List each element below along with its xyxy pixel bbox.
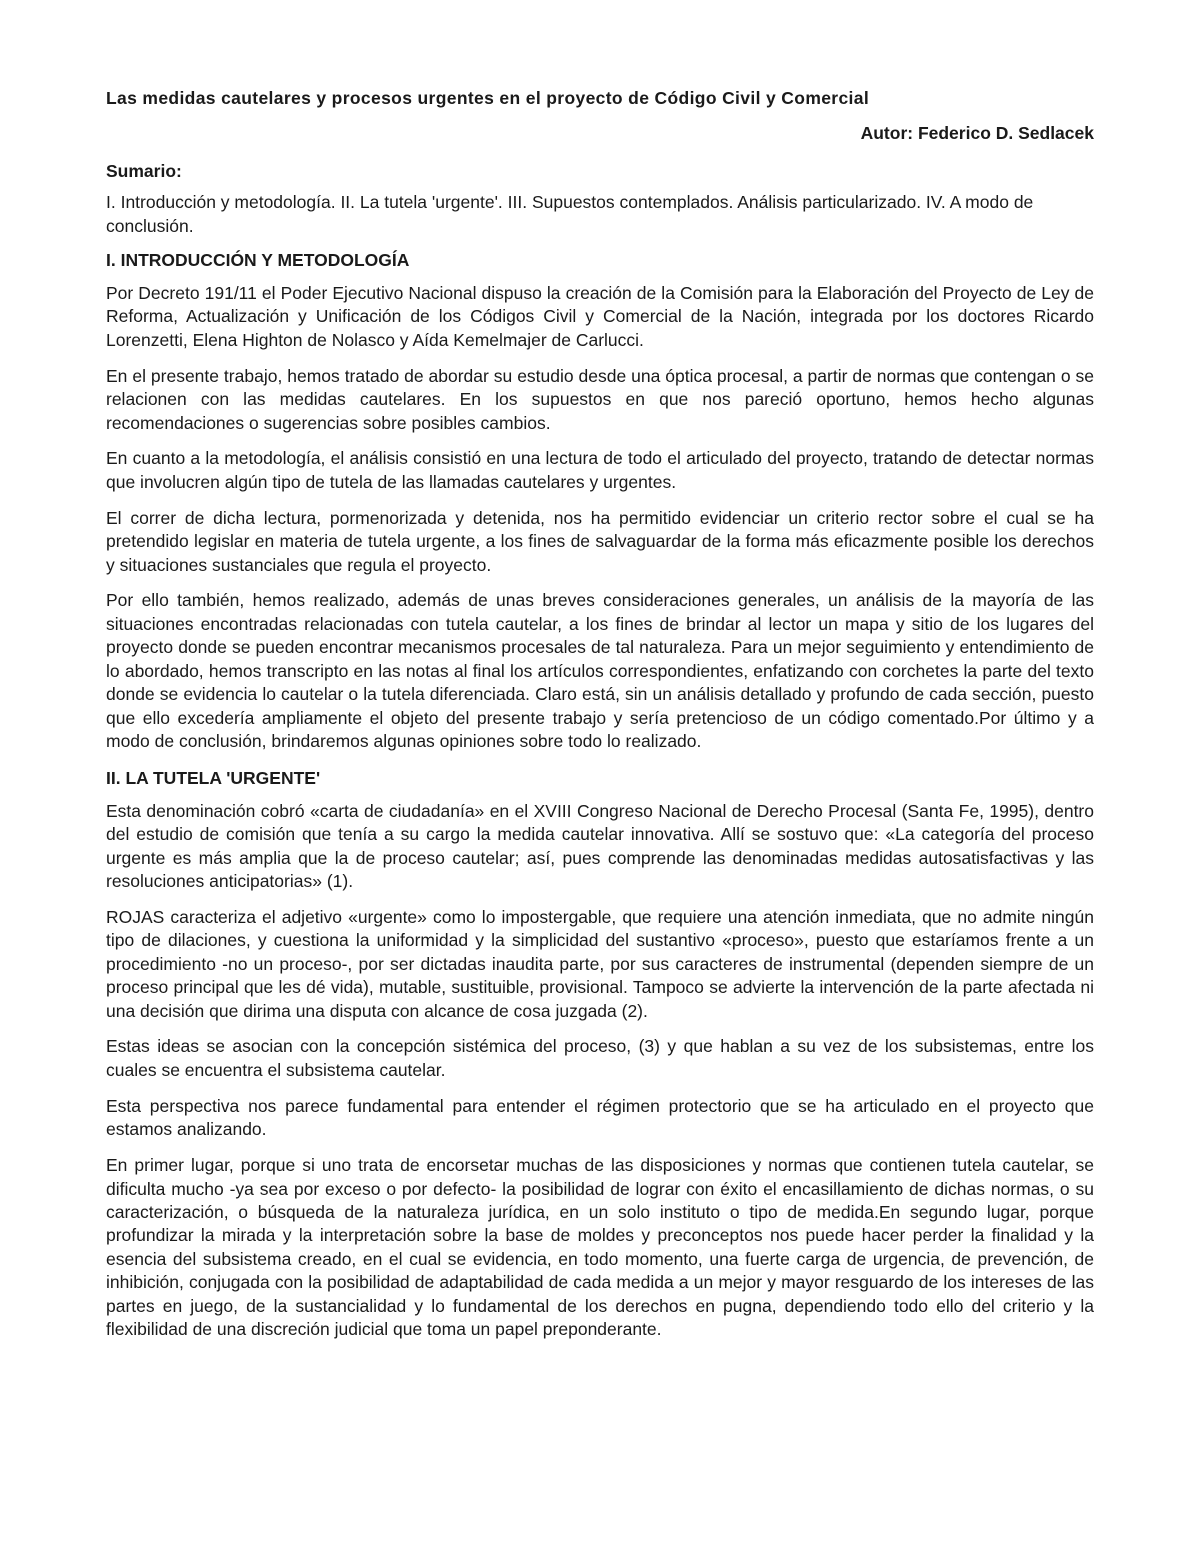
paragraph: Esta denominación cobró «carta de ciudadanía» en el XVIII Congreso Nacional de Derecho Procesal (Santa Fe, 1995), dentro del estudio de comisión que tenía a su cargo la medida cautelar innovativa. Allí se sostuvo que: «La categoría del proceso urgente es más amplia que la de proceso cautelar; así, pues comprende las denominadas medidas autosatisfactivas y las resoluciones anticipatorias» (1). [106,800,1094,892]
paragraph: En primer lugar, porque si uno trata de encorsetar muchas de las disposiciones y normas que contienen tutela cautelar, se dificulta mucho -ya sea por exceso o por defecto- la posibilidad de lograr con éxito el encasillamiento de dichas normas, o su caracterización, o búsqueda de la naturaleza jurídica, en un solo instituto o tipo de medida.En segundo lugar, porque profundizar la mirada y la interpretación sobre la base de moldes y preconceptos nos puede hacer perder la finalidad y la esencia del subsistema creado, en el cual se evidencia, en todo momento, una fuerte carga de urgencia, de prevención, de inhibición, conjugada con la posibilidad de adaptabilidad de cada medida a un mejor y mayor resguardo de los intereses de las partes en juego, de la sustancialidad y lo fundamental de los derechos en pugna, dependiendo todo ello del criterio y la flexibilidad de una discreción judicial que toma un papel preponderante. [106,1155,1094,1339]
document-title: Las medidas cautelares y procesos urgentes en el proyecto de Código Civil y Comercial [106,88,870,108]
paragraph: En cuanto a la metodología, el análisis consistió en una lectura de todo el articulado del proyecto, tratando de detectar normas que involucren algún tipo de tutela de las llamadas cautelares y urgentes. [106,448,1094,492]
paragraph: Esta perspectiva nos parece fundamental para entender el régimen protectorio que se ha articulado en el proyecto que estamos analizando. [106,1095,1094,1140]
paragraph: En el presente trabajo, hemos tratado de abordar su estudio desde una óptica procesal, a partir de normas que contengan o se relacionen con las medidas cautelares. En los supuestos en que nos pareció oportuno, hemos hecho algunas recomendaciones o sugerencias sobre posibles cambios. [106,365,1094,433]
paragraph: ROJAS caracteriza el adjetivo «urgente» como lo impostergable, que requiere una atención inmediata, que no admite ningún tipo de dilaciones, y cuestiona la uniformidad y la simplicidad del sustantivo «proceso», puesto que estaríamos frente a un procedimiento -no un proceso-, por ser dictadas inaudita parte, por sus caracteres de instrumental (dependen siempre de un proceso principal que les dé vida), mutable, sustituible, provisional. Tampoco se advierte la intervención de la parte afectada ni una decisión que dirima una disputa con alcance de cosa juzgada (2). [106,906,1094,1021]
paragraph: Por ello también, hemos realizado, además de unas breves consideraciones generales, un análisis de la mayoría de las situaciones encontradas relacionadas con tutela cautelar, a los fines de brindar al lector un mapa y sitio de los lugares del proyecto donde se pueden encontrar mecanismos procesales de tal naturaleza. Para un mejor seguimiento y entendimiento de lo abordado, hemos transcripto en las notas al final los artículos correspondientes, enfatizando con corchetes la parte del texto donde se evidencia lo cautelar o la tutela diferenciada. Claro está, sin un análisis detallado y profundo de cada sección, puesto que ello excedería ampliamente el objeto del presente trabajo y sería pretencioso de un código comentado.Por último y a modo de conclusión, brindaremos algunas opiniones sobre todo lo realizado. [106,590,1094,751]
paragraph: Estas ideas se asocian con la concepción sistémica del proceso, (3) y que hablan a su vez de los subsistemas, entre los cuales se encuentra el subsistema cautelar. [106,1036,1094,1080]
paragraph: El correr de dicha lectura, pormenorizada y detenida, nos ha permitido evidenciar un criterio rector sobre el cual se ha pretendido legislar en materia de tutela urgente, a los fines de salvaguardar de la forma más eficazmente posible los derechos y situaciones sustanciales que regula el proyecto. [106,507,1094,575]
document-page [106,86,1094,1354]
document-author: Autor: Federico D. Sedlacek [860,123,1094,143]
section-heading-introduction: I. INTRODUCCIÓN Y METODOLOGÍA [106,250,410,270]
summary-label: Sumario: [106,161,182,181]
section-heading-tutela-urgente: II. LA TUTELA 'URGENTE' [106,767,321,788]
summary-text: I. Introducción y metodología. II. La tutela 'urgente'. III. Supuestos contemplados. Análisis particularizado. IV. A modo de conclusión. [106,192,1034,236]
paragraph: Por Decreto 191/11 el Poder Ejecutivo Nacional dispuso la creación de la Comisión para la Elaboración del Proyecto de Ley de Reforma, Actualización y Unificación de los Códigos Civil y Comercial de la Nación, integrada por los doctores Ricardo Lorenzetti, Elena Highton de Nolasco y Aída Kemelmajer de Carlucci. [106,283,1094,350]
